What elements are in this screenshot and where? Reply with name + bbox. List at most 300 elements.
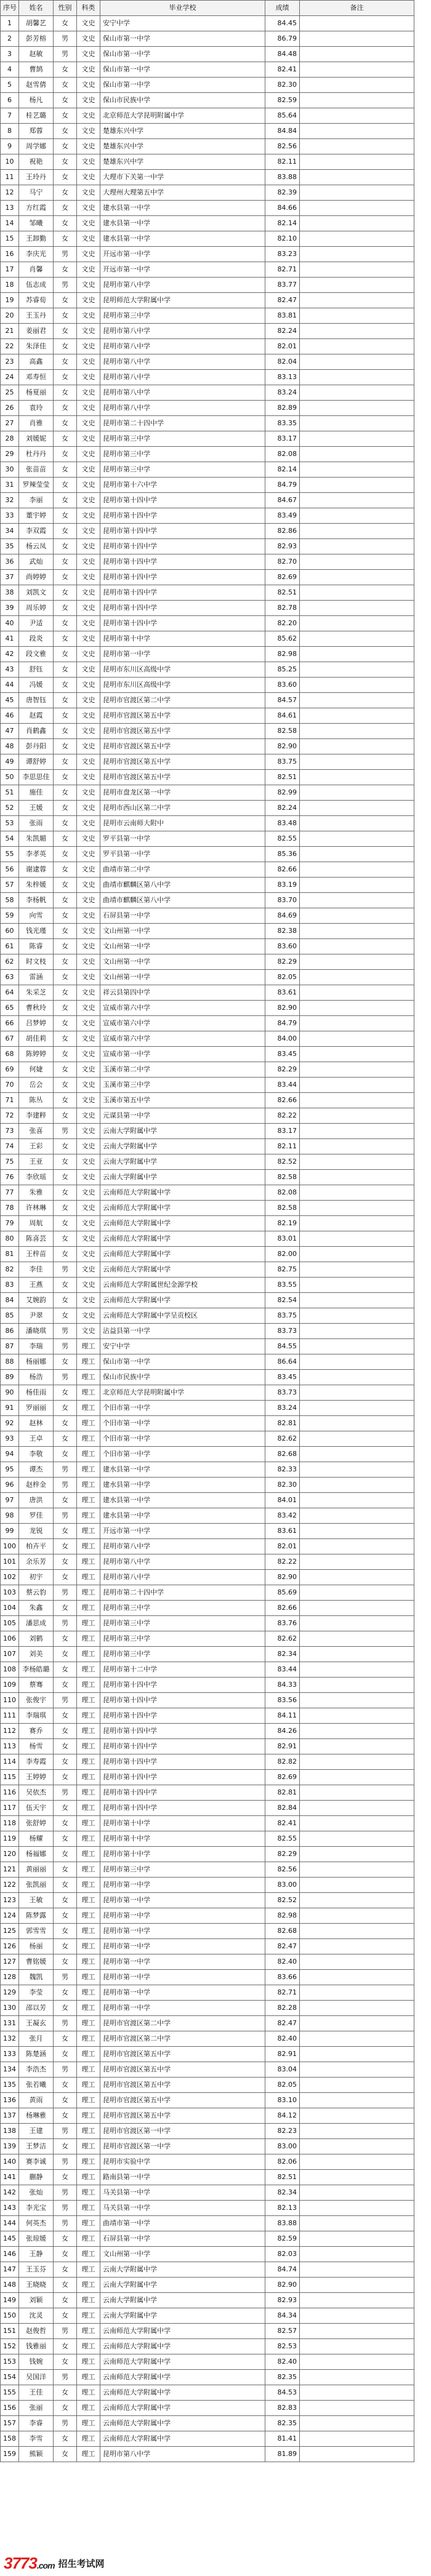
cell-category: 文史 — [77, 201, 100, 216]
cell-school: 宣威市第六中学 — [100, 1001, 265, 1016]
table-row — [1, 216, 414, 231]
cell-gender: 女 — [54, 878, 77, 893]
cell-index: 154 — [1, 2370, 19, 2385]
cell-index: 102 — [1, 1570, 19, 1585]
cell-gender: 女 — [54, 2262, 77, 2278]
table-row — [1, 954, 414, 970]
cell-school: 昆明市官渡区第一中学 — [100, 2139, 265, 2154]
cell-score: 82.58 — [265, 1170, 300, 1185]
cell-school: 保山市第一中学 — [100, 1354, 265, 1370]
cell-score: 82.08 — [265, 1185, 300, 1201]
table-row — [1, 1201, 414, 1216]
cell-school: 大理市下关第一中学 — [100, 170, 265, 185]
cell-category: 文史 — [77, 154, 100, 170]
cell-category: 文史 — [77, 278, 100, 293]
cell-gender: 女 — [54, 831, 77, 847]
cell-gender: 女 — [54, 1047, 77, 1062]
table-row — [1, 47, 414, 62]
cell-score: 82.22 — [265, 1554, 300, 1570]
table-row — [1, 1678, 414, 1693]
cell-gender: 女 — [54, 1770, 77, 1785]
cell-category: 文史 — [77, 1062, 100, 1078]
cell-school: 玉溪市第三中学 — [100, 1078, 265, 1093]
cell-name: 伍志成 — [19, 278, 54, 293]
table-row — [1, 2431, 414, 2447]
cell-name: 桂艺璐 — [19, 108, 54, 124]
cell-category: 文史 — [77, 478, 100, 493]
cell-index: 70 — [1, 1078, 19, 1093]
cell-school: 昆明市官渡区第二中学 — [100, 693, 265, 708]
cell-category: 文史 — [77, 801, 100, 816]
cell-score: 83.73 — [265, 1324, 300, 1339]
cell-category: 理工 — [77, 2293, 100, 2308]
cell-score: 82.30 — [265, 1478, 300, 1493]
cell-index: 76 — [1, 1170, 19, 1185]
cell-category: 文史 — [77, 339, 100, 354]
header-index: 序号 — [1, 1, 19, 16]
cell-category: 文史 — [77, 293, 100, 308]
table-row — [1, 1554, 414, 1570]
table-row — [1, 1570, 414, 1585]
cell-school: 昆明市第一中学 — [100, 1985, 265, 2001]
cell-school: 昆明市第十四中学 — [100, 1739, 265, 1754]
cell-remark — [300, 1739, 414, 1754]
cell-name: 张苗苗 — [19, 462, 54, 478]
cell-index: 78 — [1, 1201, 19, 1216]
cell-score: 82.23 — [265, 2124, 300, 2139]
cell-score: 82.34 — [265, 2185, 300, 2201]
cell-name: 潘晓琪 — [19, 1324, 54, 1339]
cell-gender: 女 — [54, 1708, 77, 1724]
cell-index: 71 — [1, 1093, 19, 1108]
cell-index: 64 — [1, 985, 19, 1001]
table-row — [1, 1662, 414, 1678]
cell-gender: 男 — [54, 1124, 77, 1139]
table-row — [1, 1739, 414, 1754]
cell-index: 111 — [1, 1708, 19, 1724]
cell-school: 昆明市官渡区第五中学 — [100, 2047, 265, 2062]
cell-school: 云南师范大学附属中学 — [100, 2431, 265, 2447]
cell-category: 理工 — [77, 1585, 100, 1601]
cell-remark — [300, 554, 414, 570]
cell-school: 云南大学附属中学 — [100, 1124, 265, 1139]
cell-gender: 女 — [54, 1154, 77, 1170]
cell-score: 82.24 — [265, 324, 300, 339]
cell-name: 杨雪 — [19, 1739, 54, 1754]
cell-index: 152 — [1, 2339, 19, 2354]
cell-school: 昆明市东川区高级中学 — [100, 678, 265, 693]
table-row — [1, 601, 414, 616]
cell-score: 82.75 — [265, 1262, 300, 1278]
table-row — [1, 1293, 414, 1308]
cell-remark — [300, 1554, 414, 1570]
cell-index: 120 — [1, 1847, 19, 1862]
cell-school: 文山州第一中学 — [100, 970, 265, 985]
cell-index: 1 — [1, 16, 19, 31]
cell-score: 82.91 — [265, 1739, 300, 1754]
cell-name: 陈婷婷 — [19, 1047, 54, 1062]
cell-name: 杨丽娜 — [19, 1354, 54, 1370]
cell-score: 82.90 — [265, 1570, 300, 1585]
cell-index: 150 — [1, 2308, 19, 2324]
cell-name: 邹曦 — [19, 216, 54, 231]
cell-school: 云南大学附属中学 — [100, 2308, 265, 2324]
cell-score: 82.13 — [265, 2201, 300, 2216]
cell-gender: 女 — [54, 554, 77, 570]
cell-index: 148 — [1, 2278, 19, 2293]
cell-remark — [300, 1278, 414, 1293]
cell-school: 昆明市第十中学 — [100, 631, 265, 647]
cell-category: 文史 — [77, 647, 100, 662]
cell-name: 马宁 — [19, 185, 54, 201]
cell-score: 82.57 — [265, 2324, 300, 2339]
cell-score: 85.64 — [265, 108, 300, 124]
cell-school: 昆明市官渡区第五中学 — [100, 724, 265, 739]
cell-gender: 女 — [54, 1862, 77, 1878]
cell-remark — [300, 2139, 414, 2154]
table-row — [1, 2093, 414, 2108]
cell-name: 胡馨艺 — [19, 16, 54, 31]
table-row — [1, 924, 414, 939]
cell-score: 84.34 — [265, 2308, 300, 2324]
cell-school: 昆明市官渡区第五中学 — [100, 770, 265, 785]
cell-score: 82.55 — [265, 831, 300, 847]
cell-school: 昆明市第八中学 — [100, 354, 265, 370]
cell-index: 95 — [1, 1462, 19, 1478]
cell-score: 82.34 — [265, 1647, 300, 1662]
cell-name: 肖雅 — [19, 416, 54, 431]
cell-remark — [300, 431, 414, 447]
cell-index: 125 — [1, 1924, 19, 1939]
cell-gender: 女 — [54, 539, 77, 554]
cell-category: 理工 — [77, 2185, 100, 2201]
cell-gender: 女 — [54, 1001, 77, 1016]
cell-index: 159 — [1, 2447, 19, 2462]
cell-index: 66 — [1, 1016, 19, 1031]
cell-category: 理工 — [77, 2154, 100, 2170]
cell-category: 理工 — [77, 2124, 100, 2139]
cell-school: 昆明市第一中学 — [100, 2001, 265, 2016]
cell-remark — [300, 985, 414, 1001]
cell-category: 文史 — [77, 462, 100, 478]
cell-gender: 女 — [54, 508, 77, 524]
cell-school: 昆明市第八中学 — [100, 1570, 265, 1585]
cell-score: 86.64 — [265, 1354, 300, 1370]
cell-remark — [300, 1770, 414, 1785]
cell-index: 47 — [1, 724, 19, 739]
cell-score: 82.52 — [265, 1154, 300, 1170]
table-row — [1, 1016, 414, 1031]
cell-gender: 女 — [54, 401, 77, 416]
cell-school: 昆明市第八中学 — [100, 1539, 265, 1554]
cell-score: 82.35 — [265, 2370, 300, 2385]
cell-index: 119 — [1, 1831, 19, 1847]
cell-gender: 女 — [54, 447, 77, 462]
cell-index: 38 — [1, 585, 19, 601]
cell-school: 云南大学附属中学 — [100, 2278, 265, 2293]
table-row — [1, 662, 414, 678]
cell-index: 74 — [1, 1139, 19, 1154]
cell-remark — [300, 539, 414, 554]
table-row — [1, 1693, 414, 1708]
cell-school: 保山市第一中学 — [100, 78, 265, 93]
table-row — [1, 1447, 414, 1462]
cell-category: 理工 — [77, 1354, 100, 1370]
cell-index: 155 — [1, 2385, 19, 2401]
cell-index: 108 — [1, 1662, 19, 1678]
table-row — [1, 493, 414, 508]
cell-name: 唐洪 — [19, 1493, 54, 1508]
cell-school: 楚雄东兴中学 — [100, 124, 265, 139]
table-row — [1, 108, 414, 124]
cell-index: 55 — [1, 847, 19, 862]
cell-remark — [300, 1247, 414, 1262]
cell-index: 143 — [1, 2201, 19, 2216]
table-row — [1, 970, 414, 985]
table-row — [1, 16, 414, 31]
cell-category: 理工 — [77, 2093, 100, 2108]
table-row — [1, 1231, 414, 1247]
cell-name: 苏睿荀 — [19, 293, 54, 308]
cell-remark — [300, 2431, 414, 2447]
cell-gender: 女 — [54, 1078, 77, 1093]
cell-gender: 女 — [54, 1662, 77, 1678]
cell-index: 57 — [1, 878, 19, 893]
cell-score: 82.08 — [265, 447, 300, 462]
cell-score: 82.41 — [265, 62, 300, 78]
table-row — [1, 308, 414, 324]
cell-gender: 女 — [54, 493, 77, 508]
table-row — [1, 1939, 414, 1954]
cell-score: 82.10 — [265, 231, 300, 247]
cell-category: 理工 — [77, 2201, 100, 2216]
cell-remark — [300, 2262, 414, 2278]
cell-index: 113 — [1, 1739, 19, 1754]
cell-remark — [300, 1908, 414, 1924]
cell-name: 刘颖 — [19, 2293, 54, 2308]
cell-category: 文史 — [77, 1108, 100, 1124]
cell-index: 106 — [1, 1631, 19, 1647]
cell-school: 昆明市西山区第二中学 — [100, 801, 265, 816]
cell-name: 罗丽丽 — [19, 1401, 54, 1416]
cell-index: 4 — [1, 62, 19, 78]
cell-score: 83.10 — [265, 2093, 300, 2108]
cell-gender: 男 — [54, 247, 77, 262]
cell-gender: 女 — [54, 908, 77, 924]
table-row — [1, 1924, 414, 1939]
cell-gender: 女 — [54, 62, 77, 78]
cell-remark — [300, 1124, 414, 1139]
cell-name: 张俊宇 — [19, 1693, 54, 1708]
cell-gender: 女 — [54, 2401, 77, 2416]
cell-index: 61 — [1, 939, 19, 954]
cell-score: 82.93 — [265, 2293, 300, 2308]
cell-gender: 女 — [54, 170, 77, 185]
cell-score: 82.01 — [265, 339, 300, 354]
cell-remark — [300, 1662, 414, 1678]
cell-school: 昆明市第三中学 — [100, 1647, 265, 1662]
cell-remark — [300, 401, 414, 416]
cell-score: 82.59 — [265, 2231, 300, 2247]
cell-remark — [300, 2385, 414, 2401]
cell-index: 39 — [1, 601, 19, 616]
cell-category: 理工 — [77, 1924, 100, 1939]
cell-index: 153 — [1, 2354, 19, 2370]
cell-school: 昆明市第十四中学 — [100, 508, 265, 524]
cell-category: 文史 — [77, 924, 100, 939]
table-row — [1, 524, 414, 539]
logo-number: 3773 — [4, 2553, 37, 2572]
cell-remark — [300, 693, 414, 708]
cell-remark — [300, 662, 414, 678]
table-row — [1, 2139, 414, 2154]
cell-gender: 女 — [54, 385, 77, 401]
cell-remark — [300, 1462, 414, 1478]
cell-category: 理工 — [77, 1631, 100, 1647]
cell-school: 昆明市第一中学 — [100, 1908, 265, 1924]
cell-name: 伍天宇 — [19, 1801, 54, 1816]
cell-remark — [300, 1801, 414, 1816]
cell-gender: 女 — [54, 862, 77, 878]
cell-name: 杜丹丹 — [19, 447, 54, 462]
cell-score: 83.35 — [265, 416, 300, 431]
cell-remark — [300, 324, 414, 339]
table-row — [1, 754, 414, 770]
cell-school: 云南师范大学附属中学 — [100, 2385, 265, 2401]
cell-school: 云南大学附属中学 — [100, 1170, 265, 1185]
cell-name: 蒯静 — [19, 2170, 54, 2185]
cell-remark — [300, 862, 414, 878]
cell-remark — [300, 1570, 414, 1585]
cell-remark — [300, 231, 414, 247]
cell-remark — [300, 1308, 414, 1324]
cell-index: 22 — [1, 339, 19, 354]
cell-score: 84.66 — [265, 201, 300, 216]
cell-name: 柏卉平 — [19, 1539, 54, 1554]
cell-index: 80 — [1, 1231, 19, 1247]
cell-remark — [300, 293, 414, 308]
cell-school: 昆明师范大学附属中学 — [100, 293, 265, 308]
cell-gender: 男 — [54, 2201, 77, 2216]
cell-remark — [300, 1862, 414, 1878]
cell-remark — [300, 170, 414, 185]
table-row — [1, 2124, 414, 2139]
table-row — [1, 1954, 414, 1970]
cell-index: 90 — [1, 1385, 19, 1401]
table-row — [1, 2031, 414, 2047]
cell-name: 李睿 — [19, 2416, 54, 2431]
cell-school: 昆明市第十四中学 — [100, 539, 265, 554]
cell-name: 张若曦 — [19, 2078, 54, 2093]
cell-index: 24 — [1, 370, 19, 385]
cell-school: 曲靖市麒麟区第八中学 — [100, 893, 265, 908]
cell-gender: 女 — [54, 708, 77, 724]
cell-remark — [300, 770, 414, 785]
cell-category: 理工 — [77, 1801, 100, 1816]
cell-gender: 女 — [54, 262, 77, 278]
cell-school: 保山市第一中学 — [100, 47, 265, 62]
cell-index: 7 — [1, 108, 19, 124]
cell-category: 文史 — [77, 308, 100, 324]
cell-school: 昆明市第八中学 — [100, 385, 265, 401]
cell-category: 文史 — [77, 108, 100, 124]
cell-remark — [300, 1954, 414, 1970]
cell-category: 文史 — [77, 124, 100, 139]
cell-category: 理工 — [77, 2262, 100, 2278]
cell-category: 理工 — [77, 1893, 100, 1908]
cell-gender: 男 — [54, 2416, 77, 2431]
cell-index: 49 — [1, 754, 19, 770]
cell-remark — [300, 216, 414, 231]
cell-remark — [300, 878, 414, 893]
cell-score: 83.00 — [265, 2139, 300, 2154]
cell-gender: 女 — [54, 216, 77, 231]
cell-category: 文史 — [77, 554, 100, 570]
cell-category: 理工 — [77, 1401, 100, 1416]
cell-index: 118 — [1, 1816, 19, 1831]
cell-index: 75 — [1, 1154, 19, 1170]
cell-name: 唐智钰 — [19, 693, 54, 708]
table-row — [1, 1185, 414, 1201]
cell-remark — [300, 1339, 414, 1354]
table-row — [1, 324, 414, 339]
cell-index: 131 — [1, 2016, 19, 2031]
table-row — [1, 2339, 414, 2354]
cell-score: 85.36 — [265, 847, 300, 862]
table-row — [1, 1031, 414, 1047]
cell-remark — [300, 647, 414, 662]
cell-school: 昆明市官渡区第二中学 — [100, 2016, 265, 2031]
cell-category: 理工 — [77, 1370, 100, 1385]
cell-score: 82.51 — [265, 585, 300, 601]
cell-school: 沾益县第一中学 — [100, 1324, 265, 1339]
cell-gender: 女 — [54, 1539, 77, 1554]
cell-category: 文史 — [77, 401, 100, 416]
cell-school: 宣威市第六中学 — [100, 1016, 265, 1031]
cell-remark — [300, 1431, 414, 1447]
table-row — [1, 185, 414, 201]
table-row — [1, 1493, 414, 1508]
cell-remark — [300, 1893, 414, 1908]
cell-name: 杨丽 — [19, 1939, 54, 1954]
cell-remark — [300, 1478, 414, 1493]
cell-name: 黄雨 — [19, 2093, 54, 2108]
cell-category: 文史 — [77, 416, 100, 431]
table-row — [1, 2201, 414, 2216]
cell-index: 20 — [1, 308, 19, 324]
cell-score: 82.81 — [265, 1785, 300, 1801]
cell-category: 文史 — [77, 985, 100, 1001]
table-row — [1, 1985, 414, 2001]
cell-index: 141 — [1, 2170, 19, 2185]
cell-gender: 女 — [54, 139, 77, 154]
cell-school: 昆明市官渡区第二中学 — [100, 2031, 265, 2047]
cell-gender: 女 — [54, 954, 77, 970]
cell-school: 云南大学附属中学 — [100, 1139, 265, 1154]
cell-score: 84.33 — [265, 1678, 300, 1693]
cell-category: 理工 — [77, 1601, 100, 1616]
cell-name: 张凯丽 — [19, 1878, 54, 1893]
cell-index: 140 — [1, 2154, 19, 2170]
table-row — [1, 2001, 414, 2016]
cell-name: 王晓晓 — [19, 2278, 54, 2293]
cell-score: 82.89 — [265, 401, 300, 416]
cell-remark — [300, 78, 414, 93]
cell-gender: 男 — [54, 2216, 77, 2231]
cell-remark — [300, 1385, 414, 1401]
cell-school: 昆明市第十四中学 — [100, 570, 265, 585]
cell-score: 84.61 — [265, 708, 300, 724]
